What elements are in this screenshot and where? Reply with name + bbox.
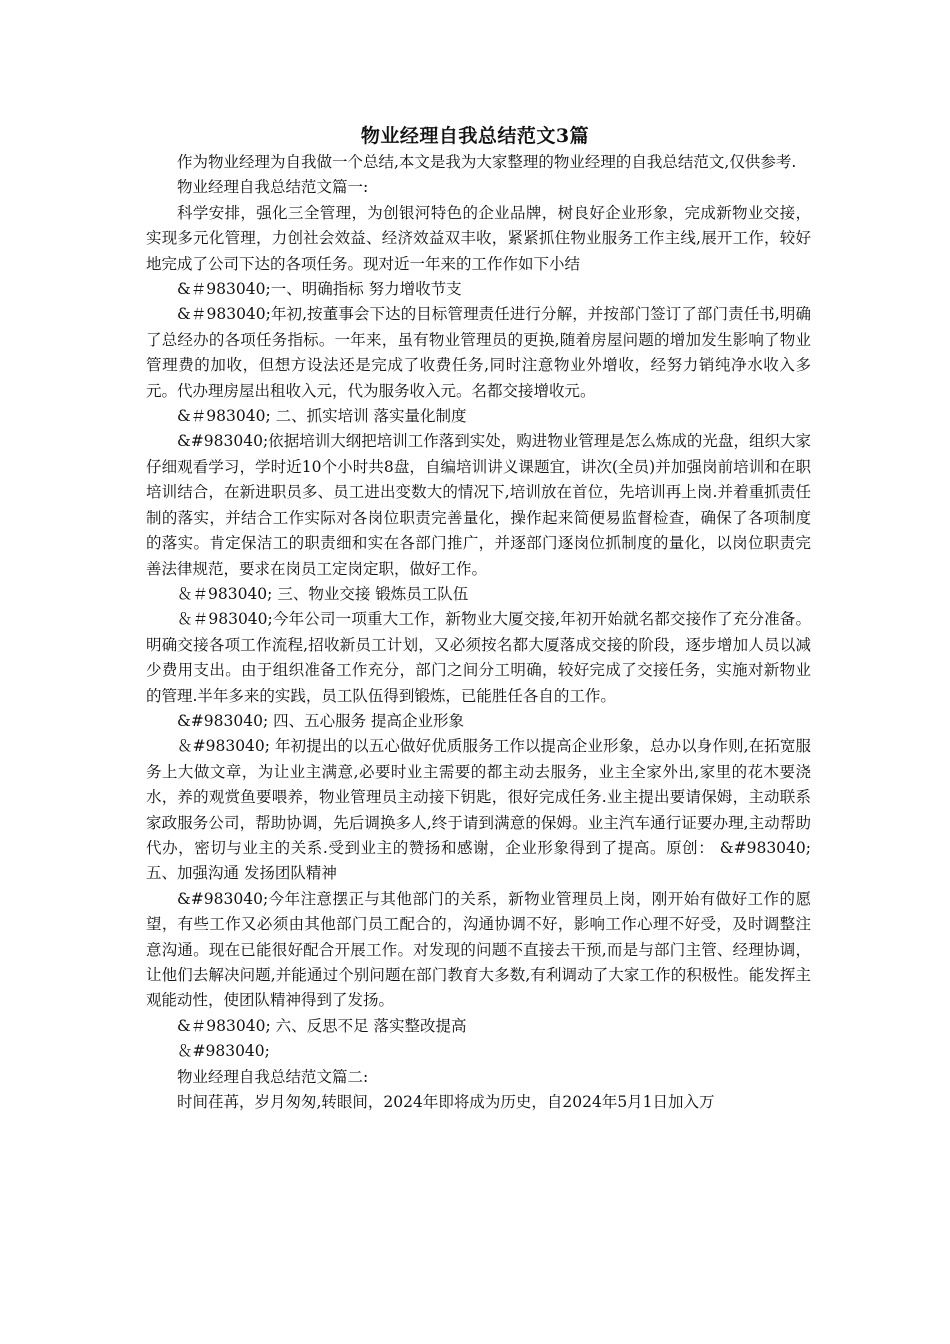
paragraph-summary: 科学安排，强化三全管理，为创银河特色的企业品牌，树良好企业形象，完成新物业交接，实现多元化管理，力创社会效益、经济效益双丰收，紧紧抓住物业服务工作主线,展开工作，较好地完成了公司下达的各项任务。现对近一年来的工作作如下小结 [146, 203, 811, 273]
paragraph-sample-two-start: 时间荏苒，岁月匆匆,转眼间，2024年即将成为历史，自2024年5月1日加入万 [177, 1093, 715, 1112]
section-body-5: &#983040;今年注意摆正与其他部门的关系，新物业管理员上岗，刚开始有做好工作的愿望，有些工作又必须由其他部门员工配合的，沟通协调不好，影响工作心理不好受，及时调整注意沟通。现在已能很好配合开展工作。对发现的问题不直接去干预,而是与部门主管、经理协调，让他们去解决问题,并能通过个别问题在部门教育大多数,有利调动了大家工作的积极性。能发挥主观能动性，使团队精神得到了发扬。 [146, 889, 811, 1010]
document-body [146, 150, 811, 1115]
section-heading-1: &＃983040;一、明确指标 努力增收节支 [177, 280, 462, 299]
section-heading-2: &＃983040; 二、抓实培训 落实量化制度 [177, 407, 467, 426]
section-heading-6: &＃983040; 六、反思不足 落实整改提高 [177, 1016, 467, 1035]
document-title: 物业经理自我总结范文3篇 [360, 125, 590, 147]
section-heading-4: &#983040; 四、五心服务 提高企业形象 [177, 711, 465, 730]
section-body-6: ＆#983040; [177, 1042, 270, 1061]
section-body-1: &＃983040;年初,按董事会下达的目标管理责任进行分解，并按部门签订了部门责任书,明确了总经办的各项任务指标。一年来，虽有物业管理员的更换,随着房屋问题的增加发生影响了物业管理费的加收，但想方设法还是完成了收费任务,同时注意物业外增收，经努力销纯净水收入多元。代办理房屋出租收入元，代为服务收入元。名都交接增收元。 [146, 305, 811, 400]
section-body-3: ＆＃983040;今年公司一项重大工作，新物业大厦交接,年初开始就名都交接作了充分准备。明确交接各项工作流程,招收新员工计划，又必须按名都大厦落成交接的阶段，逐步增加人员以减少费用支出。由于组织准备工作充分，部门之间分工明确，较好完成了交接任务，实施对新物业的管理.半年多来的实践，员工队伍得到锻炼，已能胜任各自的工作。 [146, 610, 811, 705]
section-body-4: ＆#983040; 年初提出的以五心做好优质服务工作以提高企业形象，总办以身作则,在拓宽服务上大做文章，为让业主满意,必要时业主需要的都主动去服务，业主全家外出,家里的花木要浇水，养的观赏鱼要喂养，物业管理员主动接下钥匙，很好完成任务.业主提出要请保姆，主动联系家政服务公司，帮助协调，先后调换多人,终于请到满意的保姆。业主汽车通行证要办理,主动帮助代办，密切与业主的关系.受到业主的赞扬和感谢，企业形象得到了提高。原创： &#983040;五、加强沟通 发扬团队精神 [146, 737, 811, 883]
heading-sample-one: 物业经理自我总结范文篇一: [177, 178, 369, 197]
heading-sample-two: 物业经理自我总结范文篇二: [177, 1067, 369, 1086]
section-body-2: &#983040;依据培训大纲把培训工作落到实处，购进物业管理是怎么炼成的光盘，组织大家仔细观看学习，学时近10个小时共8盘，自编培训讲义课题宜，讲次(全员)并加强岗前培训和在职培训结合，在新进职员多、员工进出变数大的情况下,培训放在首位，先培训再上岗.并着重抓责任制的落实，并结合工作实际对各岗位职责完善量化，操作起来简便易监督检查，确保了各项制度的落实。肯定保洁工的职责细和实在各部门推广，并逐部门逐岗位抓制度的量化，以岗位职责完善法律规范，要求在岗员工定岗定职，做好工作。 [146, 432, 811, 578]
section-heading-3: ＆＃983040; 三、物业交接 锻炼员工队伍 [177, 584, 469, 603]
paragraph-intro: 作为物业经理为自我做一个总结,本文是我为大家整理的物业经理的自我总结范文,仅供参考. [177, 153, 797, 171]
